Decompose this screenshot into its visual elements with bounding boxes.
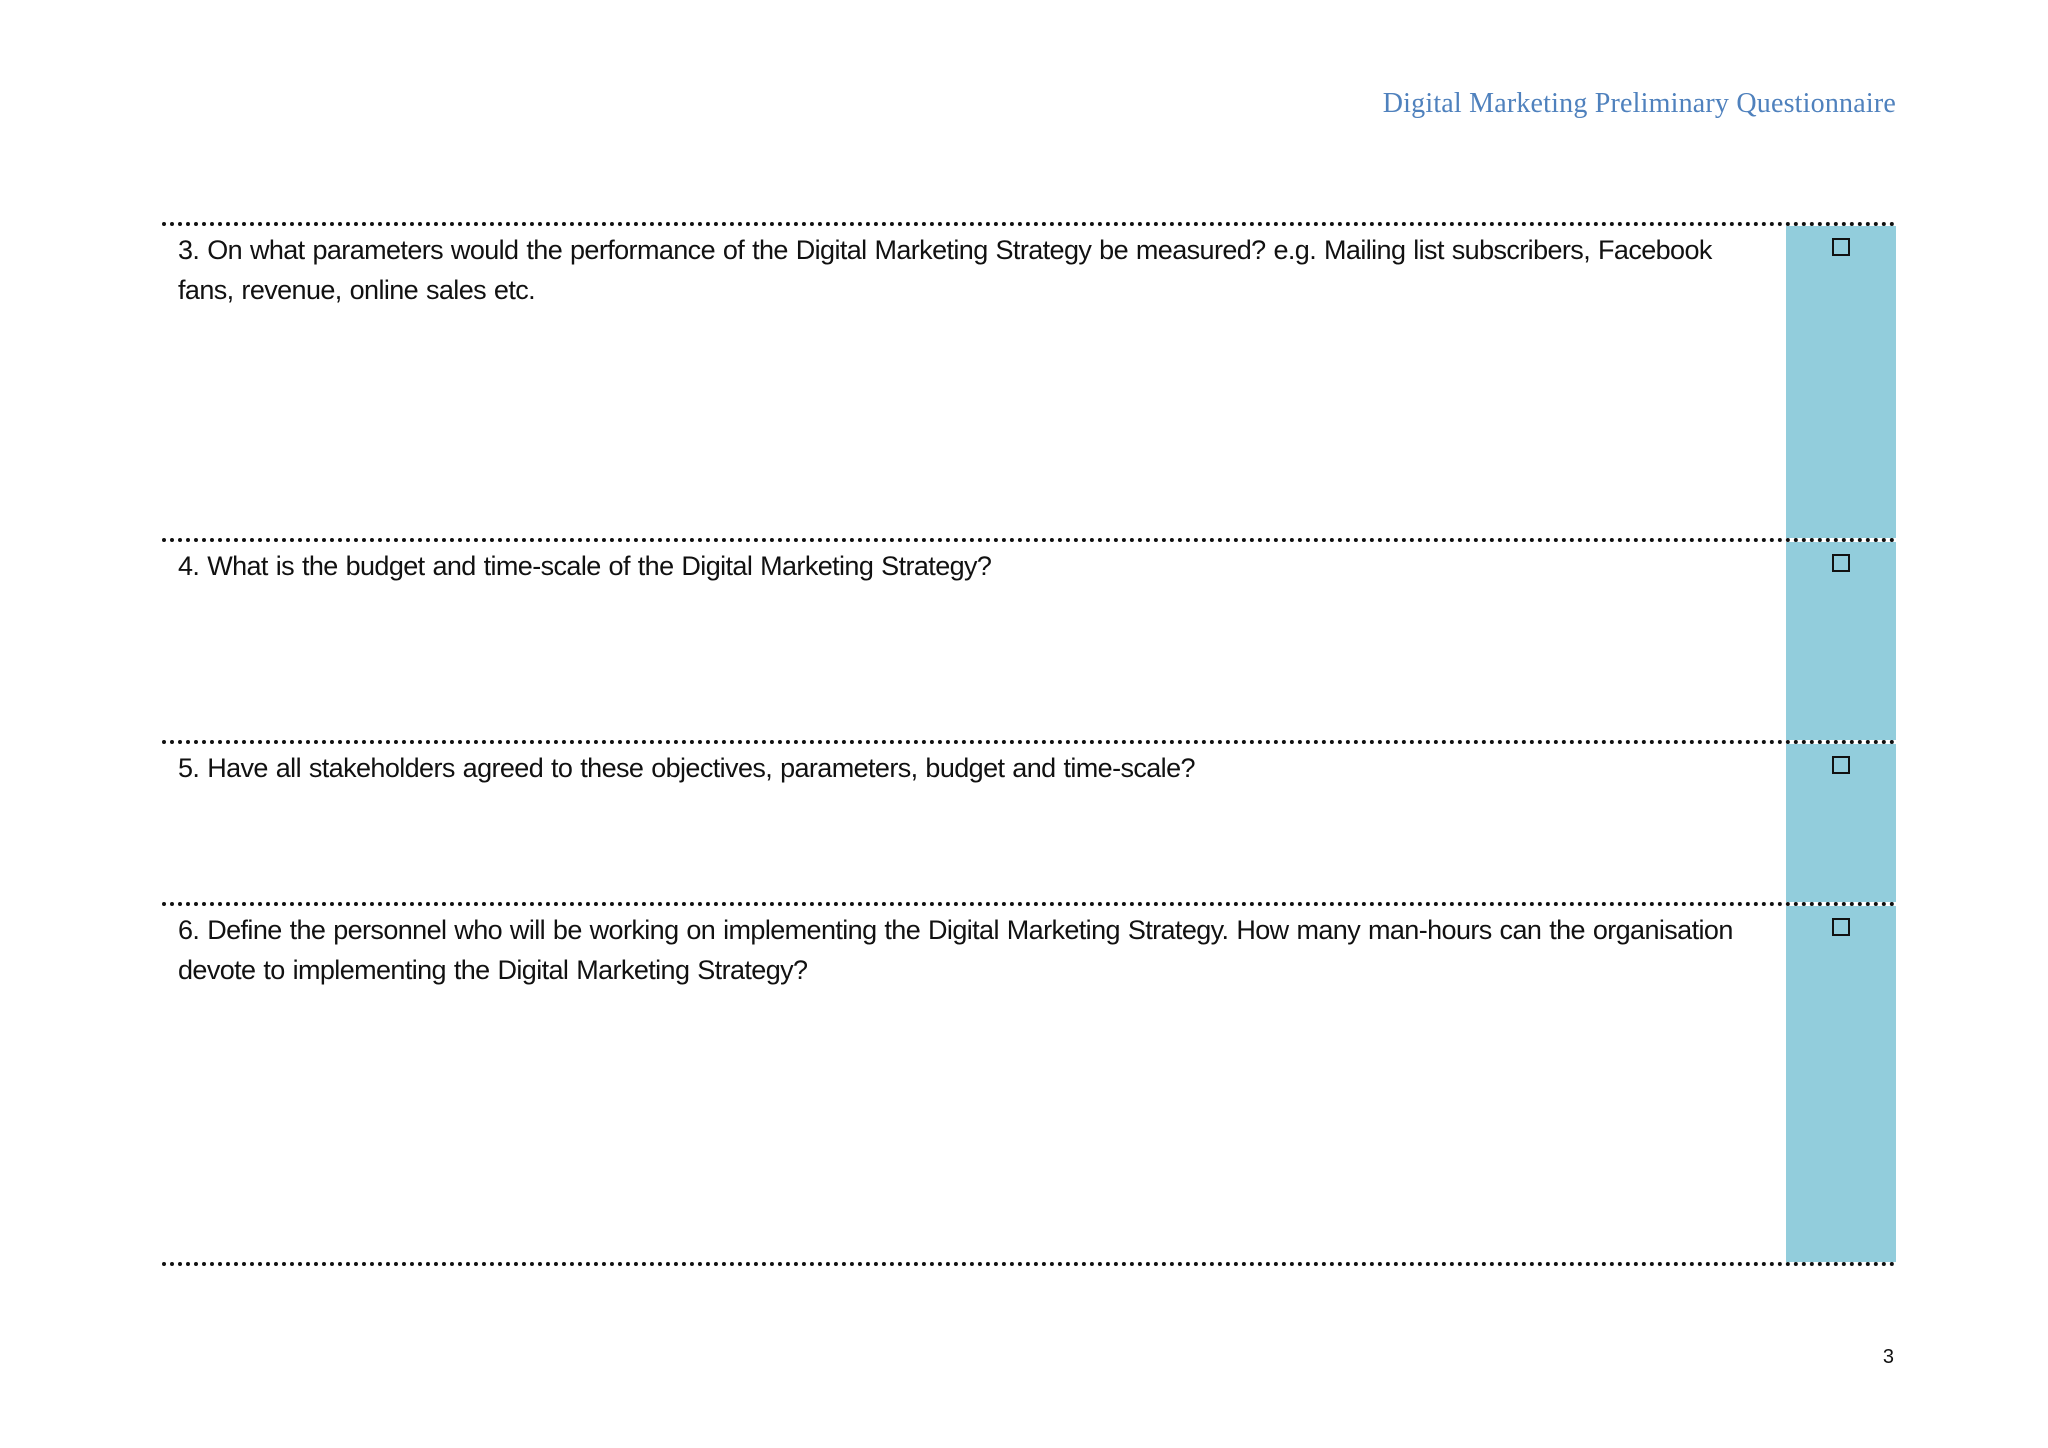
checkbox-column-cell bbox=[1786, 744, 1896, 902]
question-row-3 bbox=[162, 222, 1896, 538]
page-number: 3 bbox=[1882, 1346, 1894, 1368]
question-text-3: 3. On what parameters would the performance of the Digital Marketing Strategy be measured? e.g. Mailing list subscribers, Facebook fans, revenue, online sales etc. bbox=[178, 235, 1712, 305]
question-text-cell[interactable] bbox=[162, 906, 1786, 1262]
checkbox-question-3[interactable] bbox=[1832, 238, 1850, 256]
checkbox-column-cell bbox=[1786, 542, 1896, 740]
checkbox-column-cell bbox=[1786, 226, 1896, 538]
question-text-cell[interactable] bbox=[162, 226, 1786, 538]
question-text-4: 4. What is the budget and time-scale of the Digital Marketing Strategy? bbox=[178, 551, 992, 581]
running-header: Digital Marketing Preliminary Questionnaire bbox=[1382, 88, 1896, 119]
question-text-5: 5. Have all stakeholders agreed to these objectives, parameters, budget and time-scale? bbox=[178, 753, 1195, 783]
checkbox-question-4[interactable] bbox=[1832, 554, 1850, 572]
questions-table bbox=[162, 222, 1896, 1266]
checkbox-column-cell bbox=[1786, 906, 1896, 1262]
checkbox-question-5[interactable] bbox=[1832, 756, 1850, 774]
question-row-5 bbox=[162, 740, 1896, 902]
question-text-cell[interactable] bbox=[162, 542, 1786, 740]
question-text-cell[interactable] bbox=[162, 744, 1786, 902]
question-row-4 bbox=[162, 538, 1896, 740]
checkbox-question-6[interactable] bbox=[1832, 918, 1850, 936]
question-text-6: 6. Define the personnel who will be working on implementing the Digital Marketing Strategy. How many man-hours can the organisation devote to implementing the Digital Marketing Strategy? bbox=[178, 915, 1733, 985]
question-row-6 bbox=[162, 902, 1896, 1266]
